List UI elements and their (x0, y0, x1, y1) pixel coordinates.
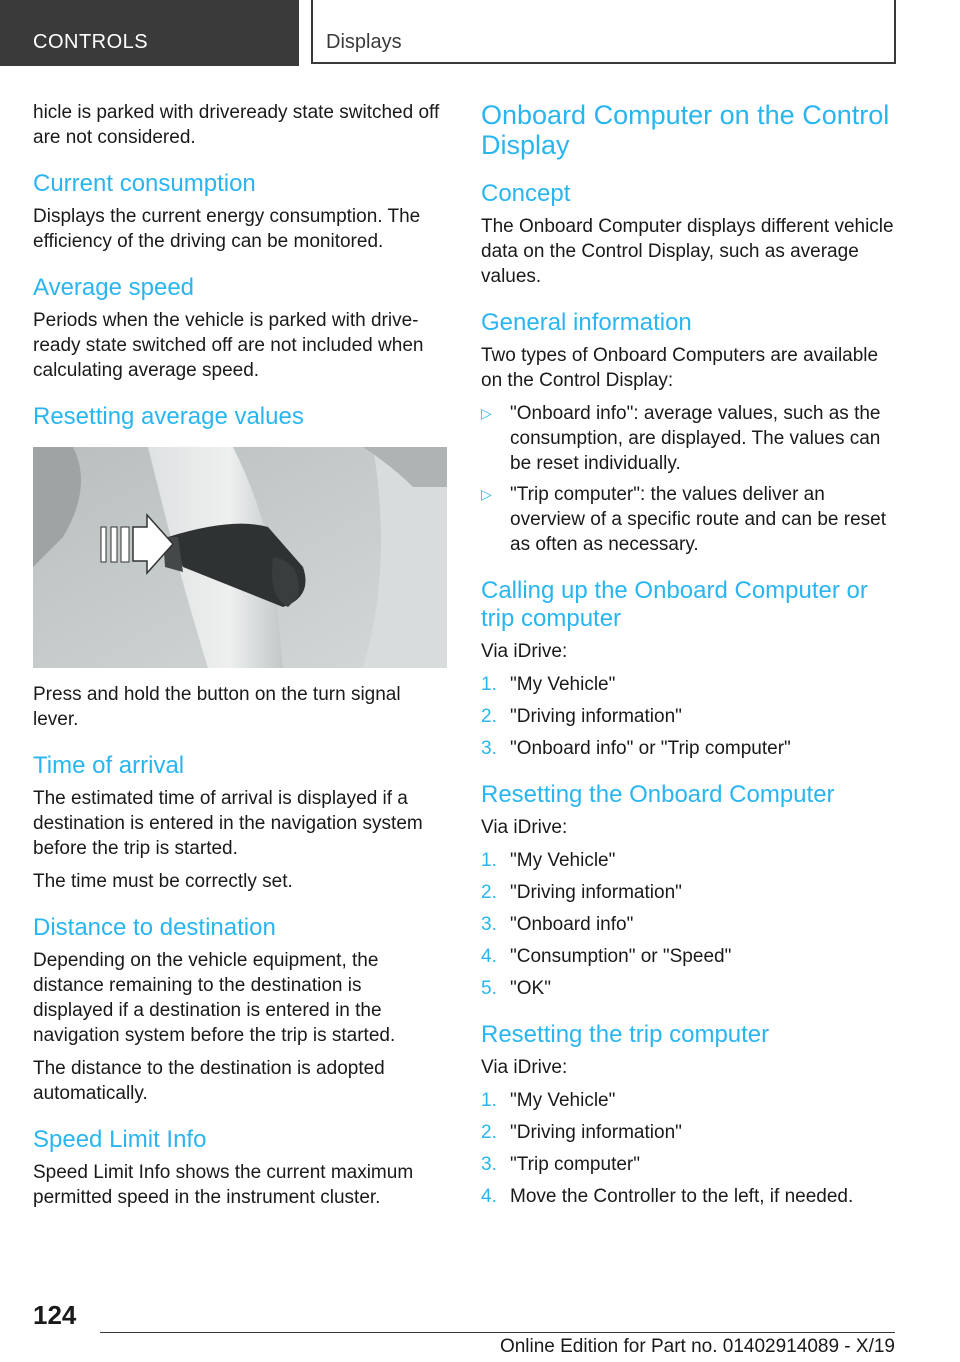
step-text: "My Vehicle" (510, 674, 616, 695)
general-information-text: Two types of Onboard Computers are available on the Control Display: (481, 345, 879, 391)
calling-up-steps (481, 672, 895, 761)
step-text: "OK" (510, 978, 551, 999)
triangle-bullet-icon: ▷ (481, 486, 492, 502)
step-number: 1. (481, 850, 497, 871)
step-item (481, 736, 895, 761)
average-speed-text: Periods when the vehicle is parked with drive-ready state switched off are not included when calculating average speed. (33, 310, 424, 381)
heading-distance-to-destination: Distance to destination (33, 914, 276, 941)
step-text: "Driving information" (510, 882, 682, 903)
calling-up-via: Via iDrive: (481, 641, 568, 662)
header-section-label: CONTROLS (33, 31, 149, 53)
right-column (481, 100, 895, 1216)
step-item (481, 1120, 895, 1145)
heading-speed-limit-info: Speed Limit Info (33, 1126, 207, 1153)
page-number: 124 (33, 1300, 77, 1330)
step-number: 2. (481, 706, 497, 727)
step-number: 1. (481, 1090, 497, 1111)
step-text: "My Vehicle" (510, 850, 616, 871)
speed-limit-text: Speed Limit Info shows the current maximum permitted speed in the instrument cluster. (33, 1162, 414, 1208)
step-number: 1. (481, 674, 497, 695)
resetting-average-caption: Press and hold the button on the turn signal lever. (33, 684, 401, 730)
heading-time-of-arrival: Time of arrival (33, 752, 185, 779)
step-number: 2. (481, 1122, 497, 1143)
heading-resetting-average-values: Resetting average values (33, 403, 304, 430)
step-number: 3. (481, 914, 497, 935)
heading-resetting-trip: Resetting the trip computer (481, 1021, 770, 1048)
heading-general-information: General information (481, 309, 692, 336)
step-item (481, 704, 895, 729)
step-number: 3. (481, 1154, 497, 1175)
step-text: Move the Controller to the left, if needed. (510, 1186, 854, 1207)
heading-concept: Concept (481, 180, 571, 207)
step-item (481, 1088, 895, 1113)
list-item (481, 482, 895, 557)
heading-average-speed: Average speed (33, 274, 195, 301)
list-item-text: "Onboard info": average values, such as the consumption, are displayed. The values can be reset individually. (510, 403, 881, 474)
turn-signal-lever-illustration (33, 447, 447, 668)
concept-text: The Onboard Computer displays different vehicle data on the Control Display, such as average values. (481, 216, 894, 287)
step-item (481, 1152, 895, 1177)
step-number: 3. (481, 738, 497, 759)
step-text: "My Vehicle" (510, 1090, 616, 1111)
resetting-onboard-steps (481, 848, 895, 1001)
step-item (481, 976, 895, 1001)
resetting-trip-steps (481, 1088, 895, 1209)
footer-divider (100, 1332, 895, 1333)
step-text: "Driving information" (510, 1122, 682, 1143)
step-item (481, 880, 895, 905)
time-of-arrival-text-1: The estimated time of arrival is displayed if a destination is entered in the navigation system before the trip is started. (33, 788, 423, 859)
header-section-tab (0, 0, 299, 66)
heading-current-consumption: Current consumption (33, 170, 256, 197)
step-item (481, 912, 895, 937)
list-item (481, 401, 895, 476)
triangle-bullet-icon: ▷ (481, 405, 492, 421)
step-item (481, 672, 895, 697)
step-text: "Driving information" (510, 706, 682, 727)
header-chapter-tab (311, 0, 896, 64)
heading-resetting-onboard: Resetting the Onboard Computer (481, 781, 835, 808)
header-chapter-label: Displays (326, 31, 402, 53)
step-item (481, 848, 895, 873)
footer-edition: Online Edition for Part no. 01402914089 - X/19 (499, 1336, 895, 1357)
step-number: 4. (481, 946, 497, 967)
time-of-arrival-text-2: The time must be correctly set. (33, 871, 293, 892)
step-item (481, 1184, 895, 1209)
heading-calling-up: Calling up the Onboard Computer or trip computer (481, 577, 868, 632)
step-number: 2. (481, 882, 497, 903)
left-column (33, 100, 447, 1218)
resetting-onboard-via: Via iDrive: (481, 817, 568, 838)
resetting-trip-via: Via iDrive: (481, 1057, 568, 1078)
step-item (481, 944, 895, 969)
list-item-text: "Trip computer": the values deliver an overview of a specific route and can be reset as often as necessary. (510, 484, 886, 555)
onboard-types-list (481, 401, 895, 557)
step-text: "Consumption" or "Speed" (510, 946, 732, 967)
step-number: 5. (481, 978, 497, 999)
heading-onboard-computer: Onboard Computer on the Control Display (481, 100, 890, 160)
current-consumption-text: Displays the current energy consumption. The efficiency of the driving can be monitored. (33, 206, 421, 252)
step-number: 4. (481, 1186, 497, 1207)
intro-text: hicle is parked with driveready state switched off are not considered. (33, 102, 440, 148)
turn-signal-lever-photo (33, 447, 447, 668)
step-text: "Onboard info" or "Trip computer" (510, 738, 791, 759)
step-text: "Onboard info" (510, 914, 634, 935)
distance-text-1: Depending on the vehicle equipment, the distance remaining to the destination is displayed if a destination is entered in the navigation system before the trip is started. (33, 950, 396, 1046)
distance-text-2: The distance to the destination is adopted automatically. (33, 1058, 385, 1104)
step-text: "Trip computer" (510, 1154, 640, 1175)
